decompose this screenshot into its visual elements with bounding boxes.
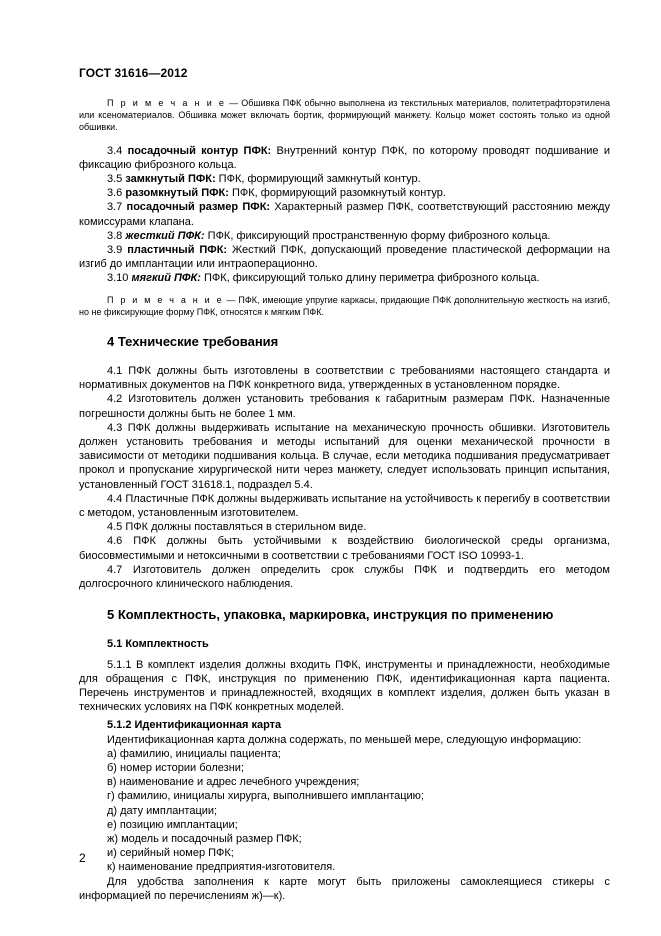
definition-item (79, 229, 610, 243)
definition-number: 3.5 (107, 173, 126, 186)
definition-item (79, 243, 610, 271)
list-item: а) фамилию, инициалы пациента; (107, 747, 281, 760)
note-paragraph (79, 97, 610, 134)
definition-number: 3.4 (107, 144, 128, 157)
definitions-list (79, 144, 610, 286)
section-heading: 5 Комплектность, упаковка, маркировка, инструкция по применению (107, 607, 554, 623)
note-label: П р и м е ч а н и е (107, 294, 224, 305)
paragraph: 5.1.1 В комплект изделия должны входить ПФК, инструменты и принадлежности, необходимые для обращения с ПФК, инструкция по применению ПФК, идентификационная карта пациента. Перечень инструментов и принадлежностей, входящих в комплект изделия, должен быть указан в технических условиях на ПФК конкретных моделей. (79, 658, 610, 714)
definition-term: посадочный размер ПФК: (126, 201, 271, 214)
subsection-heading: 5.1.2 Идентификационная карта (107, 719, 282, 732)
note-paragraph (79, 294, 610, 318)
definition-number: 3.9 (107, 244, 128, 257)
page-body (79, 97, 610, 903)
list-item: к) наименование предприятия-изготовителя. (107, 861, 336, 874)
section-heading: 4 Технические требования (107, 334, 279, 350)
note-label: П р и м е ч а н и е (107, 98, 226, 108)
list-item: е) позицию имплантации; (107, 818, 238, 831)
definition-text: Жесткий ПФК, допускающий проведение пластической деформации на изгиб до имплантации или интраоперационно. (79, 244, 611, 271)
definition-term: пластичный ПФК: (127, 244, 228, 257)
note-text: — Обшивка ПФК обычно выполнена из текстильных материалов, политетрафторэтилена или ксеноматериалов. Обшивка может включать бортик, формирующий манжету. Кольцо может состоять только из одной обшивки. (79, 98, 610, 133)
list-item: и) серийный номер ПФК; (107, 847, 234, 860)
definition-number: 3.7 (107, 201, 127, 214)
list-item: д) дату имплантации; (107, 804, 218, 817)
definition-number: 3.10 (107, 272, 132, 285)
subsection-heading: 5.1 Комплектность (107, 638, 209, 651)
definition-text: Характерный размер ПФК, соответствующий расстоянию между комиссурами клапана. (79, 201, 610, 228)
paragraph: 4.4 Пластичные ПФК должны выдерживать испытание на устойчивость к перегибу в соответствии с методом, установленным изготовителем. (79, 492, 610, 520)
paragraph: 4.7 Изготовитель должен определить срок службы ПФК и подтвердить его методом долгосрочного клинического наблюдения. (79, 563, 610, 591)
definition-item (79, 144, 610, 172)
definition-text: ПФК, формирующий замкнутый контур. (215, 173, 421, 186)
definition-number: 3.6 (107, 187, 126, 200)
paragraph: 4.6 ПФК должны быть устойчивыми к воздействию биологической среды организма, биосовместимыми и нетоксичными в соответствии с требованиями ГОСТ ISO 10993-1. (79, 535, 610, 562)
definition-term: разомкнутый ПФК: (125, 187, 229, 200)
definition-text: ПФК, фиксирующий пространственную форму фиброзного кольца. (204, 229, 551, 242)
definition-term: мягкий ПФК: (131, 272, 201, 285)
paragraph: 4.2 Изготовитель должен установить требования к габаритным размерам ПФК. Назначенные погрешности должны быть не более 1 мм. (79, 393, 610, 420)
definition-term: жесткий ПФК: (125, 229, 205, 242)
definition-term: замкнутый ПФК: (125, 173, 216, 186)
page-number: 2 (79, 851, 86, 865)
definition-text: Внутренний контур ПФК, по которому проводят подшивание и фиксацию фиброзного кольца. (79, 144, 610, 171)
paragraph: 4.5 ПФК должны поставляться в стерильном виде. (107, 521, 367, 534)
section-4-body (79, 364, 610, 591)
note-text: — ПФК, имеющие упругие каркасы, придающие ПФК дополнительную жесткость на изгиб, но не фиксирующие форму ПФК, относятся к мягким ПФК. (79, 294, 610, 317)
definition-text: ПФК, формирующий разомкнутый контур. (228, 187, 446, 200)
list-item: ж) модель и посадочный размер ПФК; (107, 832, 302, 845)
definition-item (79, 172, 610, 186)
definition-item (79, 186, 610, 200)
paragraph: 4.1 ПФК должны быть изготовлены в соответствии с требованиями настоящего стандарта и нормативных документов на ПФК конкретного вида, утвержденных в установленном порядке. (79, 365, 610, 392)
definition-text: ПФК, фиксирующий только длину периметра фиброзного кольца. (200, 272, 540, 285)
definition-item (79, 200, 610, 228)
document-header: ГОСТ 31616—2012 (79, 66, 188, 80)
list-item: б) номер истории болезни; (107, 761, 244, 774)
paragraph: Идентификационная карта должна содержать, по меньшей мере, следующую информацию: (107, 733, 582, 746)
paragraph: Для удобства заполнения к карте могут быть приложены самоклеящиеся стикеры с информацией по перечислениям ж)—к). (79, 875, 610, 902)
list-item: г) фамилию, инициалы хирурга, выполнившего имплантацию; (107, 790, 424, 803)
list-item: в) наименование и адрес лечебного учреждения; (107, 776, 360, 789)
paragraph: 4.3 ПФК должны выдерживать испытание на механическую прочность обшивки. Изготовитель должен установить требования и методы испытаний для оценки механической прочности в зависимости от методики подшивания кольца. В случае, если методика подшивания предусматривает прокол и пропускание хирургической нити через манжету, следует использовать принцип испытания, установленный ГОСТ 31618.1, подраздел 5.4. (79, 421, 610, 491)
definition-number: 3.8 (107, 229, 126, 242)
definition-term: посадочный контур ПФК: (127, 144, 272, 157)
enumeration-list (79, 747, 610, 875)
definition-item (79, 271, 610, 285)
